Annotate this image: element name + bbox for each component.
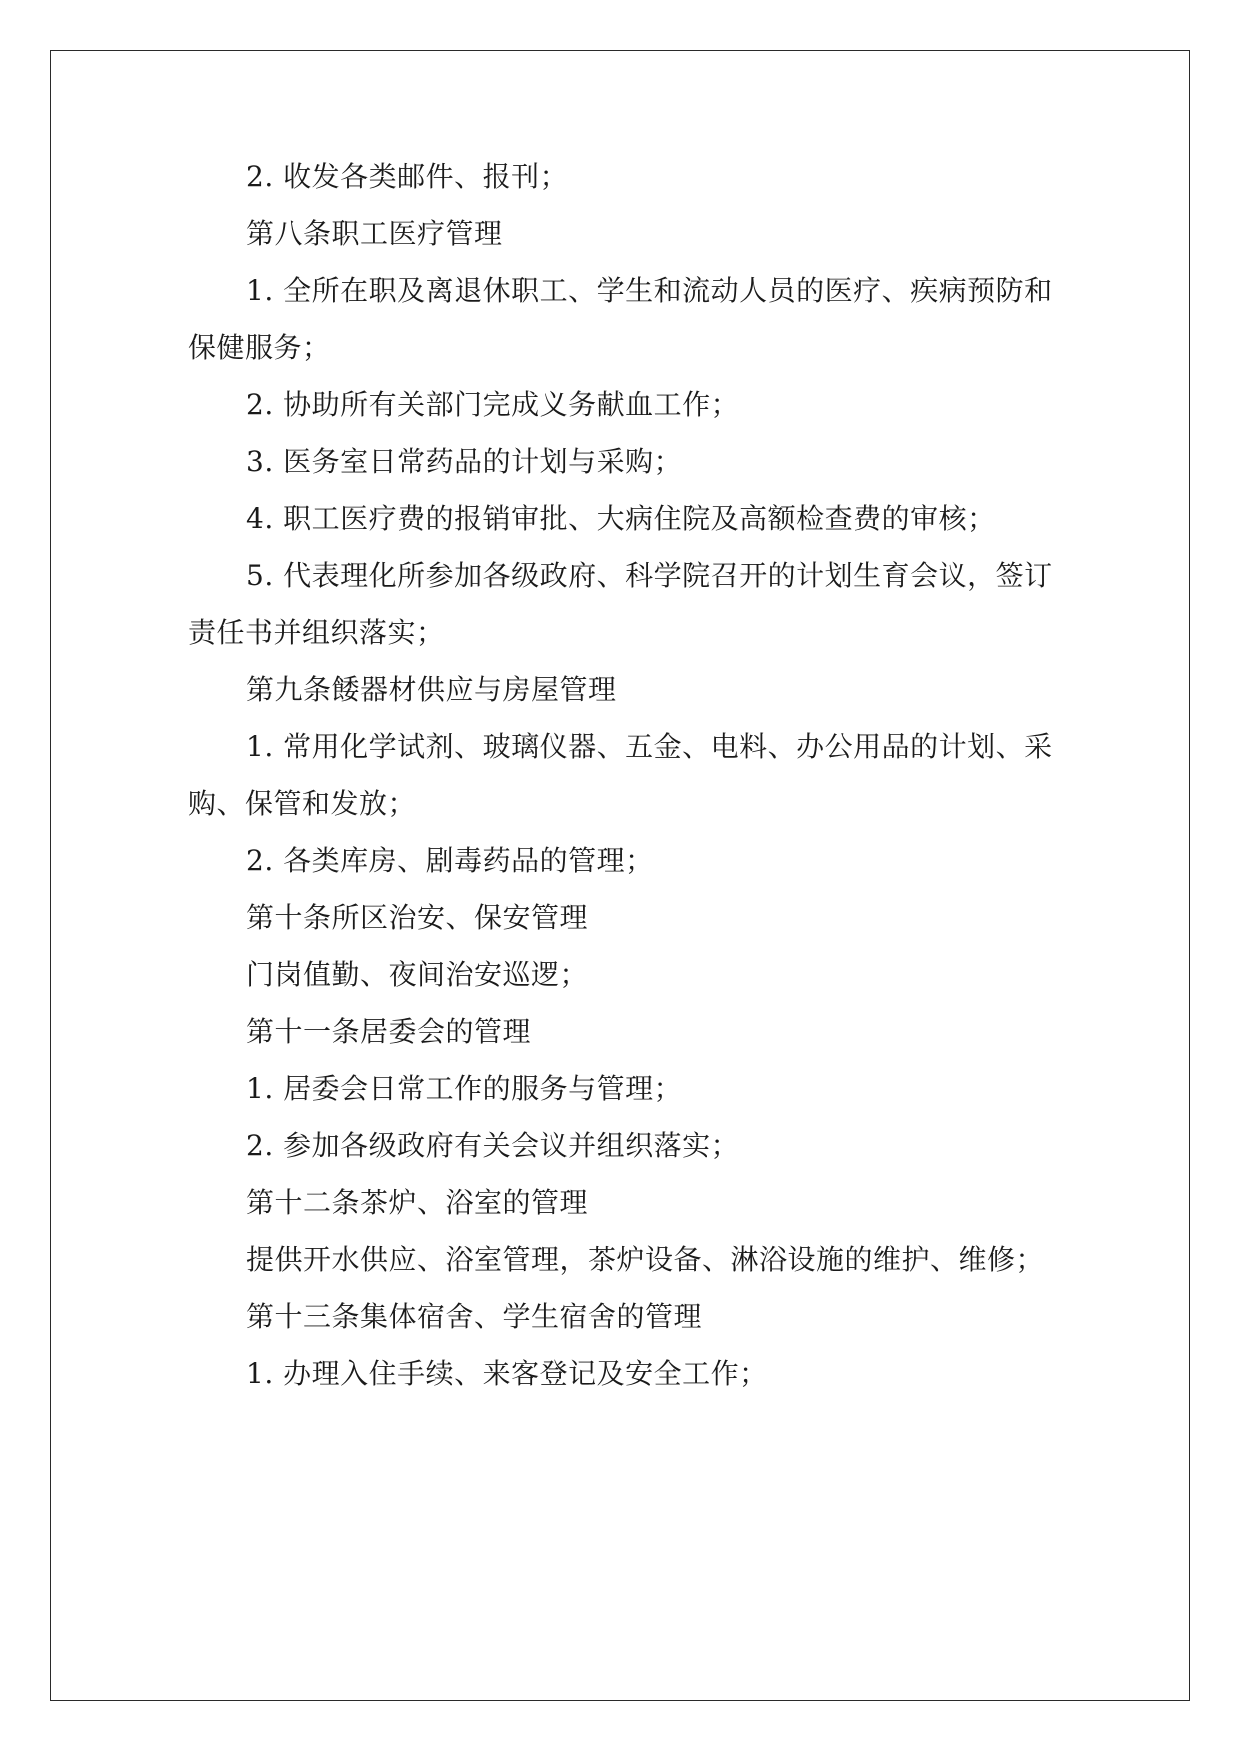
list-item: 2. 协助所有关部门完成义务献血工作； — [246, 388, 740, 421]
list-item: 2. 参加各级政府有关会议并组织落实； — [246, 1129, 740, 1162]
article-heading: 第九条餧器材供应与房屋管理 — [246, 673, 617, 706]
article-heading: 第十一条居委会的管理 — [246, 1015, 532, 1048]
list-item: 1. 常用化学试剂、玻璃仪器、五金、电料、办公用品的计划、采 — [246, 730, 1053, 763]
list-item: 1. 办理入住手续、来客登记及安全工作； — [246, 1357, 768, 1390]
list-item: 5. 代表理化所参加各级政府、科学院召开的计划生育会议，签订 — [246, 559, 1053, 592]
article-heading: 第八条职工医疗管理 — [246, 217, 503, 250]
article-heading: 第十条所区治安、保安管理 — [246, 901, 589, 934]
list-item: 2. 收发各类邮件、报刊； — [246, 160, 569, 193]
article-heading: 第十二条茶炉、浴室的管理 — [246, 1186, 589, 1219]
list-item: 3. 医务室日常药品的计划与采购； — [246, 445, 683, 478]
list-item: 1. 全所在职及离退休职工、学生和流动人员的医疗、疾病预防和 — [246, 274, 1053, 307]
list-item: 4. 职工医疗费的报销审批、大病住院及高额检查费的审核； — [246, 502, 996, 535]
list-item: 提供开水供应、浴室管理，茶炉设备、淋浴设施的维护、维修； — [246, 1243, 1045, 1276]
list-item: 1. 居委会日常工作的服务与管理； — [246, 1072, 683, 1105]
list-item-continuation: 保健服务； — [188, 331, 331, 364]
list-item: 2. 各类库房、剧毒药品的管理； — [246, 844, 654, 877]
list-item-continuation: 购、保管和发放； — [188, 787, 417, 820]
list-item: 门岗值勤、夜间治安巡逻； — [246, 958, 589, 991]
list-item-continuation: 责任书并组织落实； — [188, 616, 445, 649]
article-heading: 第十三条集体宿舍、学生宿舍的管理 — [246, 1300, 703, 1333]
